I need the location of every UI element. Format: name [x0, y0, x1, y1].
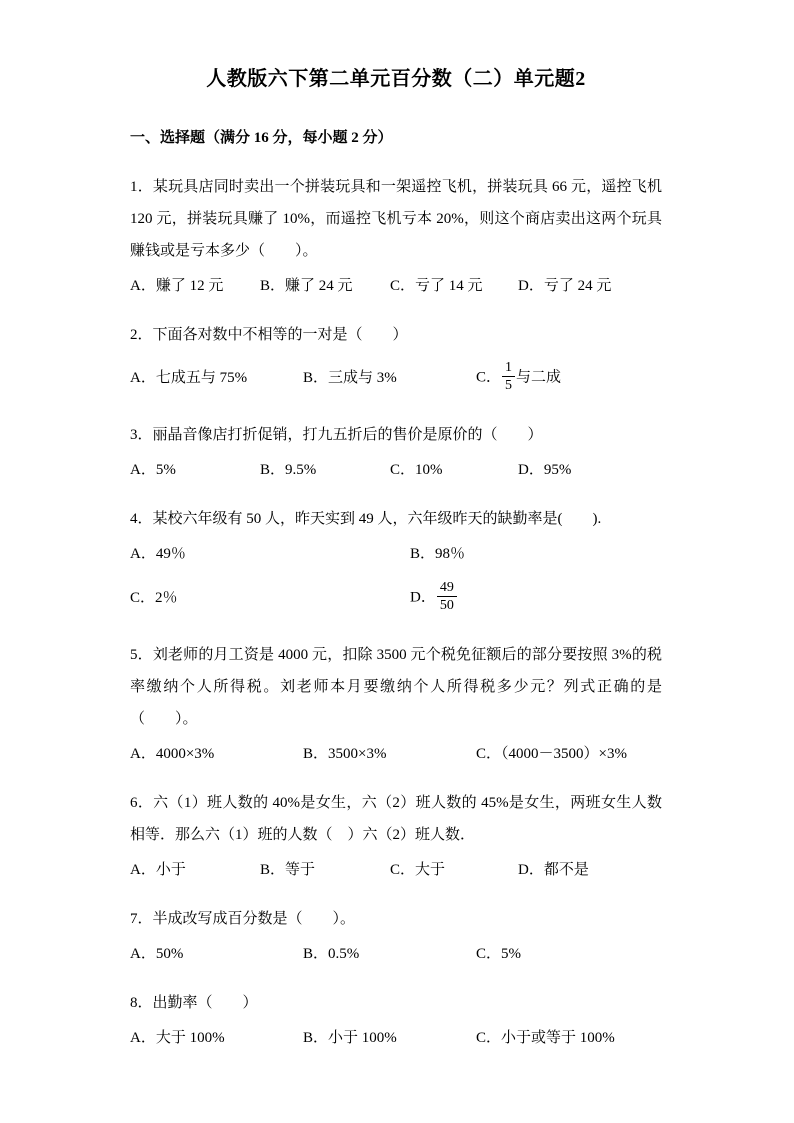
option-b: B．3500×3%: [303, 746, 387, 762]
fraction: [502, 359, 515, 394]
option-c: C．大于: [390, 862, 446, 878]
option-b: B．赚了 24 元: [260, 278, 353, 294]
question-4-options-row-2: [130, 579, 662, 617]
question-4-text: 4．某校六年级有 50 人，昨天实到 49 人，六年级昨天的缺勤率是( ).: [130, 511, 602, 527]
option-c: [476, 359, 662, 397]
question-2-options: [130, 359, 662, 397]
question-5-text: 5．刘老师的月工资是 4000 元，扣除 3500 元个税免征额后的部分要按照 3%的税率缴纳个人所得税。刘老师本月要缴纳个人所得税多少元？列式正确的是（ ）。: [130, 647, 662, 727]
fraction-numerator: 1: [502, 359, 515, 377]
option-d: D．95%: [518, 462, 572, 478]
option-b: B．9.5%: [260, 462, 317, 478]
option-a: A．大于 100%: [130, 1030, 225, 1046]
option-a: A．4000×3%: [130, 746, 215, 762]
fraction: [437, 579, 457, 614]
option-b: B．三成与 3%: [303, 370, 397, 386]
question-7-text: 7．半成改写成百分数是（ ）。: [130, 911, 356, 927]
option-d: D．都不是: [518, 862, 589, 878]
question-8-options: [130, 1027, 662, 1049]
option-c: C．2％: [130, 590, 178, 606]
option-c: C．亏了 14 元: [390, 278, 483, 294]
option-prefix: C．: [476, 369, 502, 386]
question-3: [130, 419, 662, 481]
question-8: [130, 987, 662, 1049]
option-a: A．赚了 12 元: [130, 278, 224, 294]
question-7: [130, 903, 662, 965]
option-c: C．5%: [476, 946, 522, 962]
option-c: C．（4000－3500）×3%: [476, 746, 627, 762]
question-2: [130, 319, 662, 397]
question-5: [130, 639, 662, 765]
question-1: [130, 171, 662, 297]
option-a: A．5%: [130, 462, 176, 478]
page-title: 人教版六下第二单元百分数（二）单元题2: [206, 68, 586, 90]
option-d: [410, 579, 662, 617]
fraction-denominator: 50: [439, 598, 454, 613]
option-a: A．49％: [130, 546, 186, 562]
option-b: B．98％: [410, 546, 466, 562]
question-1-options: [130, 275, 662, 297]
option-suffix: 与二成: [516, 369, 562, 386]
option-b: B．等于: [260, 862, 316, 878]
question-2-text: 2．下面各对数中不相等的一对是（ ）: [130, 327, 408, 343]
question-6-options: [130, 859, 662, 881]
question-3-text: 3．丽晶音像店打折促销，打九五折后的售价是原价的（ ）: [130, 427, 543, 443]
question-6-text: 6．六（1）班人数的 40%是女生，六（2）班人数的 45%是女生，两班女生人数相等．那么六（1）班的人数（ ）六（2）班人数．: [130, 795, 662, 843]
fraction-denominator: 5: [505, 378, 513, 393]
question-8-text: 8．出勤率（ ）: [130, 995, 258, 1011]
option-a: A．小于: [130, 862, 186, 878]
question-6: [130, 787, 662, 881]
option-c: C．10%: [390, 462, 443, 478]
option-b: B．0.5%: [303, 946, 360, 962]
option-a: A．七成五与 75%: [130, 370, 248, 386]
question-7-options: [130, 943, 662, 965]
option-prefix: D．: [410, 589, 436, 606]
question-5-options: [130, 743, 662, 765]
section-heading: 一、选择题（满分 16 分，每小题 2 分）: [130, 130, 393, 146]
option-b: B．小于 100%: [303, 1030, 397, 1046]
fraction-numerator: 49: [437, 579, 457, 597]
option-a: A．50%: [130, 946, 184, 962]
option-c: C．小于或等于 100%: [476, 1030, 615, 1046]
question-1-text: 1．某玩具店同时卖出一个拼装玩具和一架遥控飞机，拼装玩具 66 元，遥控飞机 120 元，拼装玩具赚了 10%，而遥控飞机亏本 20%，则这个商店卖出这两个玩具赚钱或是亏本多少（ ）。: [130, 179, 662, 259]
question-3-options: [130, 459, 662, 481]
question-4-options-row-1: [130, 543, 662, 565]
option-d: D．亏了 24 元: [518, 278, 612, 294]
question-4: [130, 503, 662, 617]
